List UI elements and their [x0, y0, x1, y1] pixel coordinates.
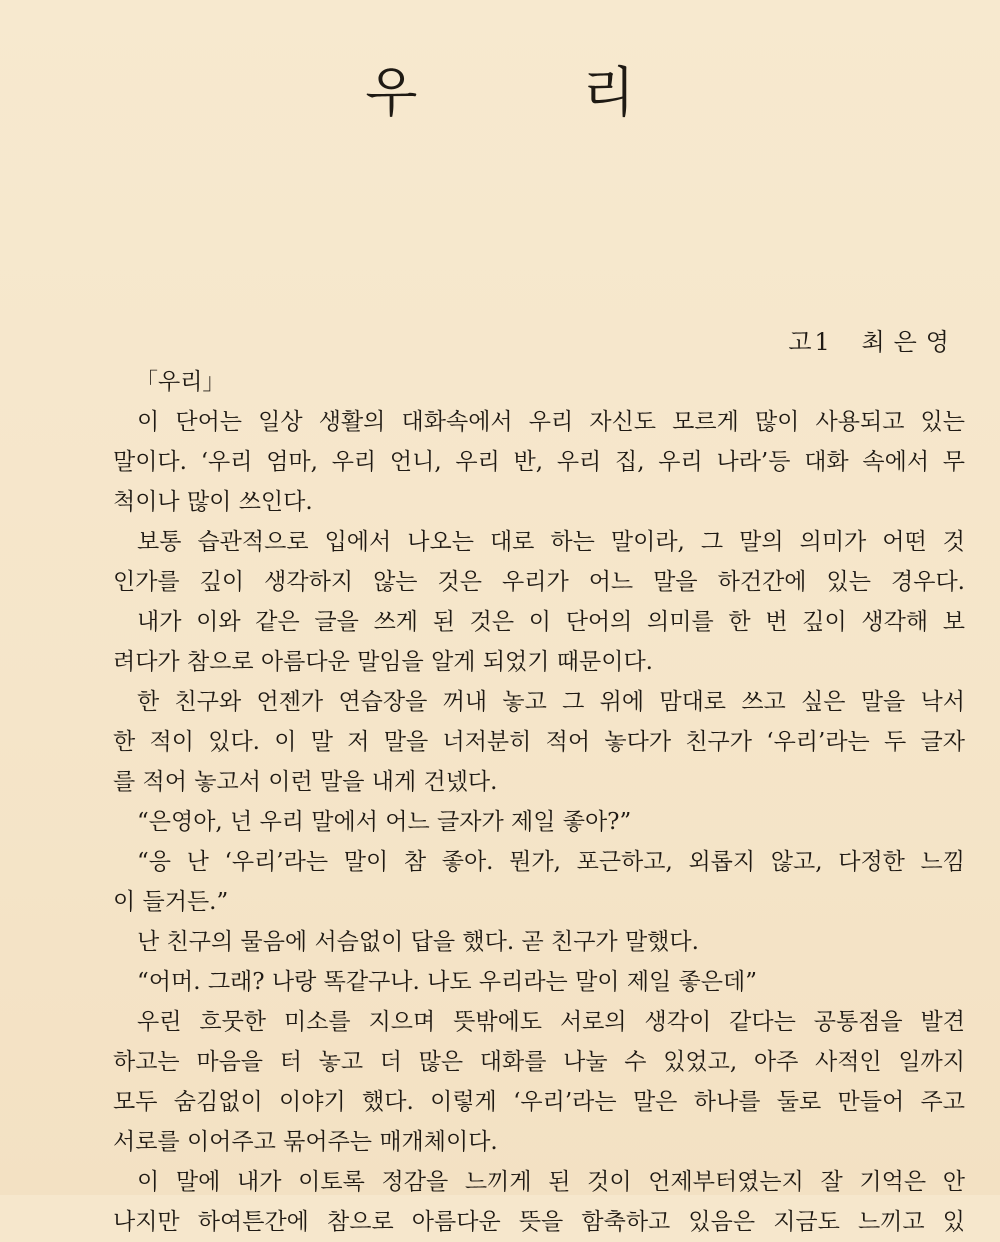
body-line: “응 난 ‘우리’라는 말이 참 좋아. 뭔가, 포근하고, 외롭지 않고, 다정한 느낌: [137, 849, 965, 875]
body-line: 척이나 많이 쓰인다.: [113, 489, 313, 515]
body-line: 보통 습관적으로 입에서 나오는 대로 하는 말이라, 그 말의 의미가 어떤 것: [137, 529, 965, 555]
body-line: 난 친구의 물음에 서슴없이 답을 했다. 곧 친구가 말했다.: [137, 929, 699, 955]
body-line: 이 들거든.”: [113, 889, 229, 915]
body-line: 모두 숨김없이 이야기 했다. 이렇게 ‘우리’라는 말은 하나를 둘로 만들어 주고: [113, 1089, 965, 1115]
body-line: 이 단어는 일상 생활의 대화속에서 우리 자신도 모르게 많이 사용되고 있는: [137, 409, 965, 435]
author-grade: 고1: [788, 328, 833, 356]
body-line: 말이다. ‘우리 엄마, 우리 언니, 우리 반, 우리 집, 우리 나라’등 대화 속에서 무: [113, 449, 965, 475]
body-line: 나지만 하여튼간에 참으로 아름다운 뜻을 함축하고 있음은 지금도 느끼고 있: [113, 1209, 965, 1235]
byline: [788, 322, 958, 357]
body-line: 려다가 참으로 아름다운 말임을 알게 되었기 때문이다.: [113, 649, 653, 675]
body-line: 서로를 이어주고 묶어주는 매개체이다.: [113, 1129, 498, 1155]
author-name: 최은영: [861, 328, 958, 356]
essay-title: 우 리: [365, 61, 709, 124]
body-line: 「우리」: [135, 369, 226, 395]
body-line: 인가를 깊이 생각하지 않는 것은 우리가 어느 말을 하건간에 있는 경우다.: [113, 569, 965, 595]
body-line: “은영아, 넌 우리 말에서 어느 글자가 제일 좋아?”: [137, 809, 632, 835]
body-line: “어머. 그래? 나랑 똑같구나. 나도 우리라는 말이 제일 좋은데”: [137, 969, 757, 995]
essay-body: [113, 362, 965, 1242]
body-line: 하고는 마음을 터 놓고 더 많은 대화를 나눌 수 있었고, 아주 사적인 일까지: [113, 1049, 965, 1075]
body-line: 한 친구와 언젠가 연습장을 꺼내 놓고 그 위에 맘대로 쓰고 싶은 말을 낙서: [137, 689, 965, 715]
body-line: 한 적이 있다. 이 말 저 말을 너저분히 적어 놓다가 친구가 ‘우리’라는 두 글자: [113, 729, 965, 755]
body-line: 우린 흐뭇한 미소를 지으며 뜻밖에도 서로의 생각이 같다는 공통점을 발견: [137, 1009, 965, 1035]
body-line: 를 적어 놓고서 이런 말을 내게 건넸다.: [113, 769, 498, 795]
body-line: 내가 이와 같은 글을 쓰게 된 것은 이 단어의 의미를 한 번 깊이 생각해 보: [137, 609, 965, 635]
body-line: 이 말에 내가 이토록 정감을 느끼게 된 것이 언제부터였는지 잘 기억은 안: [137, 1169, 965, 1195]
